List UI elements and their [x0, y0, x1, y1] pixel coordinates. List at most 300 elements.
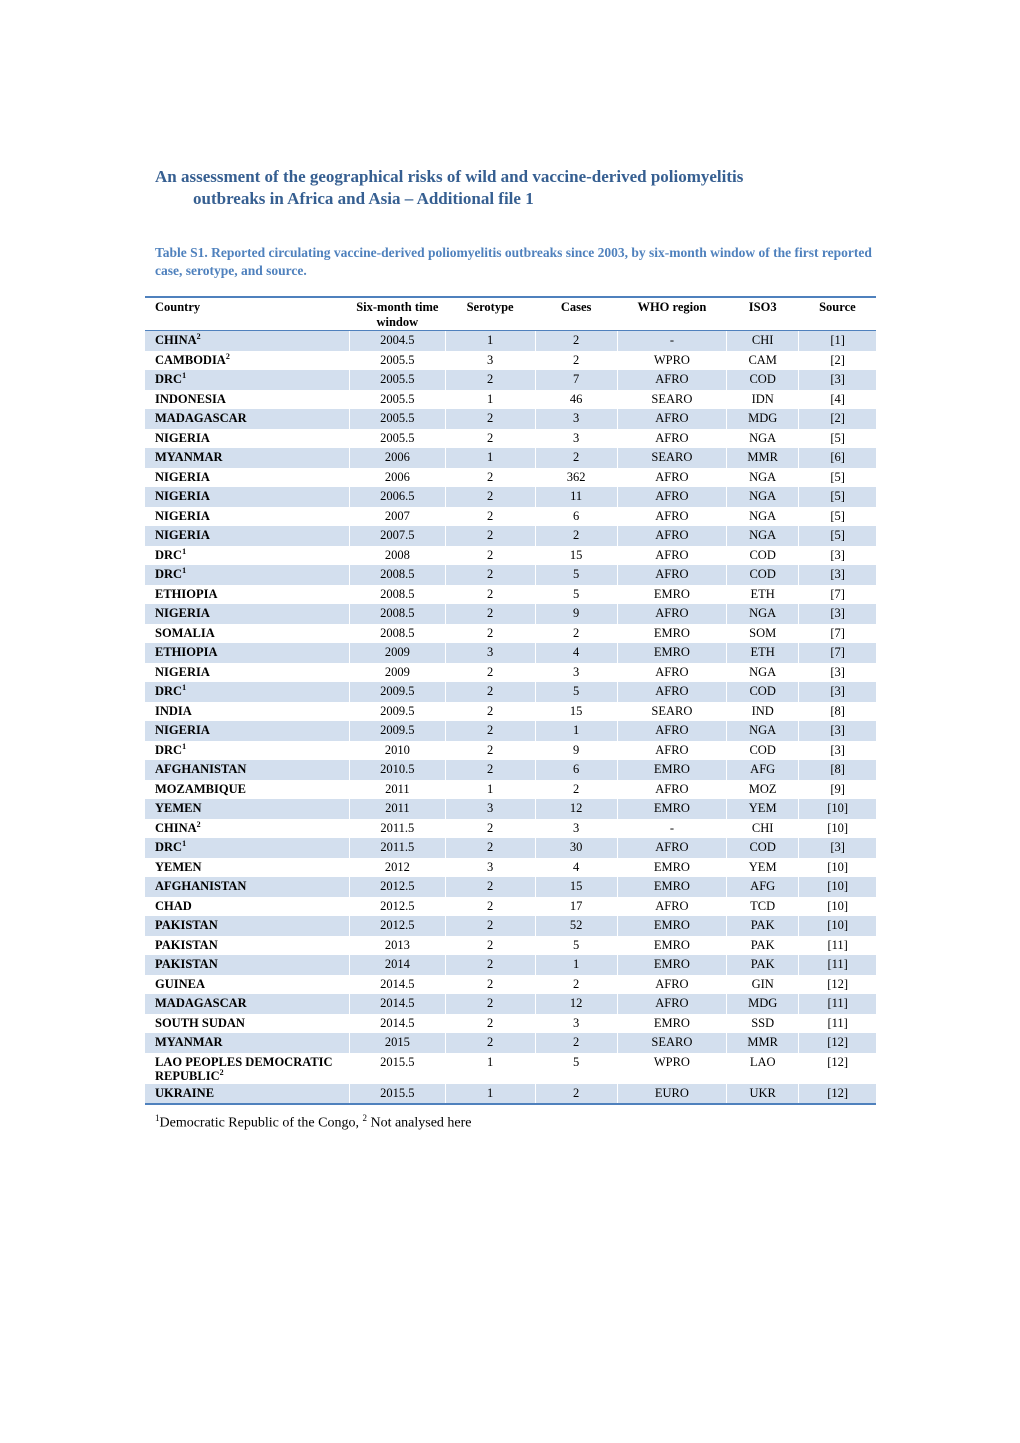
cell-iso3: LAO	[727, 1053, 799, 1084]
cell-country	[145, 702, 349, 722]
table-row	[145, 858, 876, 878]
country-name: PAKISTAN	[155, 937, 218, 952]
cell-source: [10]	[799, 858, 876, 878]
country-name: GUINEA	[155, 976, 206, 991]
cell-cases: 4	[535, 858, 617, 878]
cell-who-region: AFRO	[617, 604, 726, 624]
cell-source: [7]	[799, 624, 876, 644]
cell-cases: 1	[535, 955, 617, 975]
cell-iso3: MOZ	[727, 780, 799, 800]
country-name: DRC	[155, 547, 183, 562]
cell-who-region: EMRO	[617, 799, 726, 819]
cell-iso3: NGA	[727, 429, 799, 449]
cell-country	[145, 526, 349, 546]
cell-country	[145, 351, 349, 371]
cell-iso3: ETH	[727, 643, 799, 663]
country-name: NIGERIA	[155, 664, 210, 679]
cell-time-window: 2008	[349, 546, 445, 566]
cell-serotype: 2	[445, 1014, 535, 1034]
cell-iso3: SSD	[727, 1014, 799, 1034]
cell-country	[145, 546, 349, 566]
table-row	[145, 1014, 876, 1034]
cell-time-window: 2011	[349, 799, 445, 819]
cell-serotype: 2	[445, 838, 535, 858]
cell-country	[145, 682, 349, 702]
cell-serotype: 2	[445, 370, 535, 390]
table-row	[145, 916, 876, 936]
cell-who-region: EMRO	[617, 760, 726, 780]
cell-who-region: SEARO	[617, 1033, 726, 1053]
cell-who-region: EMRO	[617, 624, 726, 644]
cell-time-window: 2011	[349, 780, 445, 800]
cell-country	[145, 409, 349, 429]
cell-serotype: 1	[445, 1053, 535, 1084]
document-title-line1: An assessment of the geographical risks of wild and vaccine-derived poliomyelitis	[155, 167, 744, 186]
country-name: NIGERIA	[155, 606, 210, 620]
cell-serotype: 2	[445, 760, 535, 780]
cell-country	[145, 799, 349, 819]
country-name: LAO PEOPLES DEMOCRATIC REPUBLIC	[155, 1054, 333, 1083]
table-row	[145, 760, 876, 780]
cell-iso3: PAK	[727, 955, 799, 975]
cell-iso3: AFG	[727, 760, 799, 780]
country-name: NIGERIA	[155, 489, 210, 503]
cell-serotype: 1	[445, 780, 535, 800]
cell-source: [12]	[799, 975, 876, 995]
cell-who-region: AFRO	[617, 409, 726, 429]
cell-source: [2]	[799, 351, 876, 371]
cell-iso3: PAK	[727, 916, 799, 936]
country-name: DRC	[155, 372, 183, 386]
cell-country	[145, 1053, 349, 1084]
cell-cases: 12	[535, 799, 617, 819]
cell-who-region: EMRO	[617, 955, 726, 975]
cell-serotype: 2	[445, 429, 535, 449]
footnote-marker: 1	[182, 546, 187, 556]
country-name: INDIA	[155, 703, 192, 718]
cell-iso3: UKR	[727, 1084, 799, 1105]
footnote-marker-1: 1	[155, 1113, 160, 1123]
cell-time-window: 2012.5	[349, 897, 445, 917]
cell-source: [10]	[799, 877, 876, 897]
cell-country	[145, 936, 349, 956]
cell-source: [5]	[799, 507, 876, 527]
table-row	[145, 741, 876, 761]
cell-time-window: 2007	[349, 507, 445, 527]
table-caption: Table S1. Reported circulating vaccine-derived poliomyelitis outbreaks since 2003, by six-month window of the first reported case, serotype, and source.	[155, 245, 872, 278]
cell-source: [3]	[799, 838, 876, 858]
cell-time-window: 2012.5	[349, 916, 445, 936]
footnote-marker: 2	[219, 1067, 224, 1077]
cell-country	[145, 877, 349, 897]
cell-cases: 6	[535, 760, 617, 780]
cell-iso3: PAK	[727, 936, 799, 956]
cell-cases: 2	[535, 331, 617, 351]
table-row	[145, 799, 876, 819]
cell-serotype: 2	[445, 702, 535, 722]
cell-iso3: GIN	[727, 975, 799, 995]
cell-time-window: 2012	[349, 858, 445, 878]
cell-time-window: 2004.5	[349, 331, 445, 351]
cell-time-window: 2006	[349, 468, 445, 488]
cell-country	[145, 624, 349, 644]
cell-iso3: NGA	[727, 663, 799, 683]
cell-who-region: EMRO	[617, 877, 726, 897]
cell-cases: 12	[535, 994, 617, 1014]
table-body	[145, 331, 876, 1105]
cell-source: [12]	[799, 1084, 876, 1105]
cell-time-window: 2009	[349, 663, 445, 683]
cell-who-region: SEARO	[617, 390, 726, 410]
country-name: DRC	[155, 684, 183, 698]
cell-iso3: YEM	[727, 858, 799, 878]
cell-iso3: AFG	[727, 877, 799, 897]
cell-iso3: COD	[727, 546, 799, 566]
table-row	[145, 546, 876, 566]
cell-country	[145, 643, 349, 663]
country-name: NIGERIA	[155, 723, 210, 737]
cell-serotype: 2	[445, 994, 535, 1014]
cell-time-window: 2008.5	[349, 624, 445, 644]
cell-country	[145, 1014, 349, 1034]
cell-serotype: 2	[445, 877, 535, 897]
document-title	[155, 166, 855, 210]
header-country: Country	[145, 297, 349, 331]
cell-who-region: AFRO	[617, 975, 726, 995]
cell-cases: 6	[535, 507, 617, 527]
cell-who-region: EMRO	[617, 643, 726, 663]
cell-country	[145, 838, 349, 858]
cell-iso3: NGA	[727, 604, 799, 624]
cell-serotype: 2	[445, 682, 535, 702]
table-row	[145, 624, 876, 644]
cell-source: [7]	[799, 643, 876, 663]
cell-country	[145, 604, 349, 624]
cell-country	[145, 975, 349, 995]
document-title-line2: outbreaks in Africa and Asia – Additional file 1	[193, 189, 534, 208]
header-cases: Cases	[535, 297, 617, 331]
cell-who-region: AFRO	[617, 663, 726, 683]
cell-who-region: AFRO	[617, 838, 726, 858]
cell-source: [8]	[799, 702, 876, 722]
cell-time-window: 2014.5	[349, 994, 445, 1014]
cell-cases: 11	[535, 487, 617, 507]
cell-time-window: 2014.5	[349, 1014, 445, 1034]
cell-serotype: 2	[445, 916, 535, 936]
cell-time-window: 2008.5	[349, 585, 445, 605]
cell-serotype: 2	[445, 721, 535, 741]
cell-time-window: 2015.5	[349, 1084, 445, 1105]
cell-who-region: AFRO	[617, 565, 726, 585]
country-name: SOMALIA	[155, 625, 215, 640]
country-name: CHINA	[155, 820, 197, 835]
cell-who-region: AFRO	[617, 507, 726, 527]
cell-source: [1]	[799, 331, 876, 351]
cell-country	[145, 390, 349, 410]
cell-country	[145, 741, 349, 761]
cell-cases: 2	[535, 1033, 617, 1053]
footnote-marker: 2	[196, 819, 201, 829]
country-name: MYANMAR	[155, 450, 223, 464]
cell-source: [3]	[799, 546, 876, 566]
cell-serotype: 2	[445, 565, 535, 585]
cell-time-window: 2008.5	[349, 604, 445, 624]
cell-cases: 5	[535, 936, 617, 956]
cell-country	[145, 429, 349, 449]
table-row	[145, 702, 876, 722]
cell-time-window: 2011.5	[349, 838, 445, 858]
cell-time-window: 2008.5	[349, 565, 445, 585]
country-name: DRC	[155, 567, 183, 581]
cell-who-region: EMRO	[617, 936, 726, 956]
cell-serotype: 2	[445, 507, 535, 527]
cell-cases: 9	[535, 741, 617, 761]
footnote-marker: 2	[225, 351, 230, 361]
cell-iso3: ETH	[727, 585, 799, 605]
cell-serotype: 2	[445, 546, 535, 566]
cell-serotype: 2	[445, 897, 535, 917]
cell-serotype: 2	[445, 741, 535, 761]
cell-iso3: CHI	[727, 819, 799, 839]
country-name: INDONESIA	[155, 391, 226, 406]
cell-cases: 3	[535, 429, 617, 449]
table-row	[145, 994, 876, 1014]
table-row	[145, 390, 876, 410]
cell-time-window: 2014.5	[349, 975, 445, 995]
cell-iso3: IDN	[727, 390, 799, 410]
cell-source: [5]	[799, 429, 876, 449]
cell-who-region: -	[617, 331, 726, 351]
footnote-marker: 1	[182, 741, 187, 751]
cell-serotype: 3	[445, 858, 535, 878]
cell-country	[145, 331, 349, 351]
cell-time-window: 2012.5	[349, 877, 445, 897]
cell-source: [11]	[799, 936, 876, 956]
cell-source: [3]	[799, 565, 876, 585]
cell-source: [10]	[799, 897, 876, 917]
cell-country	[145, 507, 349, 527]
cell-cases: 9	[535, 604, 617, 624]
table-row	[145, 838, 876, 858]
country-name: CHAD	[155, 898, 192, 913]
cell-time-window: 2007.5	[349, 526, 445, 546]
cell-source: [6]	[799, 448, 876, 468]
table-row	[145, 487, 876, 507]
cell-time-window: 2005.5	[349, 390, 445, 410]
cell-country	[145, 897, 349, 917]
cell-serotype: 2	[445, 487, 535, 507]
cell-cases: 52	[535, 916, 617, 936]
cell-country	[145, 585, 349, 605]
cell-cases: 362	[535, 468, 617, 488]
country-name: AFGHANISTAN	[155, 879, 247, 893]
cell-cases: 3	[535, 1014, 617, 1034]
table-row	[145, 682, 876, 702]
country-name: CAMBODIA	[155, 352, 226, 367]
cell-cases: 15	[535, 546, 617, 566]
country-name: CHINA	[155, 333, 197, 347]
country-name: DRC	[155, 840, 183, 854]
cell-country	[145, 780, 349, 800]
table-row	[145, 721, 876, 741]
footnote-marker: 1	[182, 838, 187, 848]
cell-source: [3]	[799, 663, 876, 683]
country-name: DRC	[155, 742, 183, 757]
cell-who-region: AFRO	[617, 780, 726, 800]
cell-source: [11]	[799, 955, 876, 975]
cell-time-window: 2009.5	[349, 702, 445, 722]
country-name: YEMEN	[155, 801, 202, 815]
table-header-row	[145, 297, 876, 331]
cell-serotype: 3	[445, 351, 535, 371]
cell-time-window: 2013	[349, 936, 445, 956]
table-row	[145, 897, 876, 917]
cell-who-region: EMRO	[617, 1014, 726, 1034]
cell-source: [3]	[799, 604, 876, 624]
cell-country	[145, 663, 349, 683]
table-row	[145, 604, 876, 624]
cell-who-region: EMRO	[617, 916, 726, 936]
table-row	[145, 643, 876, 663]
cell-country	[145, 468, 349, 488]
cell-source: [3]	[799, 682, 876, 702]
cell-who-region: AFRO	[617, 526, 726, 546]
cell-cases: 46	[535, 390, 617, 410]
cell-time-window: 2005.5	[349, 370, 445, 390]
cell-who-region: AFRO	[617, 721, 726, 741]
country-name: NIGERIA	[155, 430, 210, 445]
cell-serotype: 1	[445, 331, 535, 351]
table-row	[145, 370, 876, 390]
table-row	[145, 331, 876, 351]
cell-who-region: AFRO	[617, 429, 726, 449]
cell-serotype: 2	[445, 663, 535, 683]
cell-source: [3]	[799, 370, 876, 390]
country-name: ETHIOPIA	[155, 645, 218, 659]
cell-time-window: 2009.5	[349, 682, 445, 702]
footnote-marker: 1	[182, 682, 187, 692]
cell-iso3: CAM	[727, 351, 799, 371]
cell-serotype: 2	[445, 624, 535, 644]
cell-country	[145, 916, 349, 936]
cell-source: [3]	[799, 741, 876, 761]
table-row	[145, 877, 876, 897]
cell-iso3: IND	[727, 702, 799, 722]
cell-time-window: 2005.5	[349, 351, 445, 371]
cell-who-region: -	[617, 819, 726, 839]
cell-iso3: NGA	[727, 468, 799, 488]
country-name: NIGERIA	[155, 528, 210, 542]
cell-cases: 2	[535, 526, 617, 546]
cell-cases: 2	[535, 975, 617, 995]
header-iso3: ISO3	[727, 297, 799, 331]
cell-iso3: MMR	[727, 448, 799, 468]
header-source: Source	[799, 297, 876, 331]
cell-cases: 15	[535, 877, 617, 897]
cell-iso3: COD	[727, 838, 799, 858]
cell-time-window: 2011.5	[349, 819, 445, 839]
cell-who-region: AFRO	[617, 897, 726, 917]
table-row	[145, 780, 876, 800]
cell-country	[145, 448, 349, 468]
cell-source: [8]	[799, 760, 876, 780]
cell-cases: 15	[535, 702, 617, 722]
cell-serotype: 3	[445, 799, 535, 819]
cell-who-region: WPRO	[617, 1053, 726, 1084]
cell-serotype: 2	[445, 819, 535, 839]
cell-source: [5]	[799, 487, 876, 507]
cell-serotype: 2	[445, 409, 535, 429]
cell-time-window: 2005.5	[349, 429, 445, 449]
cell-cases: 3	[535, 663, 617, 683]
country-name: MOZAMBIQUE	[155, 781, 246, 796]
country-name: PAKISTAN	[155, 918, 218, 932]
footnote-text-2: Not analysed here	[366, 1115, 472, 1131]
footnote-marker: 1	[182, 565, 187, 575]
country-name: YEMEN	[155, 859, 202, 874]
cell-time-window: 2014	[349, 955, 445, 975]
cell-source: [11]	[799, 1014, 876, 1034]
cell-cases: 17	[535, 897, 617, 917]
cell-time-window: 2005.5	[349, 409, 445, 429]
cell-time-window: 2010.5	[349, 760, 445, 780]
table-row	[145, 448, 876, 468]
footnote-text-1: Democratic Republic of the Congo,	[159, 1115, 363, 1131]
header-who-region: WHO region	[617, 297, 726, 331]
table-row	[145, 975, 876, 995]
cell-who-region: AFRO	[617, 682, 726, 702]
table-row	[145, 429, 876, 449]
cell-source: [3]	[799, 721, 876, 741]
cell-source: [10]	[799, 819, 876, 839]
header-serotype: Serotype	[445, 297, 535, 331]
table-row	[145, 409, 876, 429]
cell-source: [5]	[799, 468, 876, 488]
cell-cases: 1	[535, 721, 617, 741]
table-row	[145, 507, 876, 527]
cell-cases: 30	[535, 838, 617, 858]
cell-serotype: 1	[445, 390, 535, 410]
cell-serotype: 2	[445, 975, 535, 995]
cell-serotype: 1	[445, 448, 535, 468]
cell-iso3: MDG	[727, 409, 799, 429]
table-row	[145, 1033, 876, 1053]
cell-time-window: 2015	[349, 1033, 445, 1053]
cell-source: [12]	[799, 1053, 876, 1084]
cell-country	[145, 994, 349, 1014]
country-name: MYANMAR	[155, 1035, 223, 1049]
cell-iso3: TCD	[727, 897, 799, 917]
cell-who-region: SEARO	[617, 448, 726, 468]
cell-cases: 2	[535, 448, 617, 468]
cell-who-region: WPRO	[617, 351, 726, 371]
cell-source: [10]	[799, 916, 876, 936]
cell-time-window: 2009	[349, 643, 445, 663]
cell-country	[145, 858, 349, 878]
cell-time-window: 2015.5	[349, 1053, 445, 1084]
cell-who-region: EMRO	[617, 858, 726, 878]
cell-country	[145, 819, 349, 839]
cell-serotype: 2	[445, 526, 535, 546]
cell-country	[145, 955, 349, 975]
country-name: AFGHANISTAN	[155, 762, 247, 776]
footnote-marker: 1	[182, 370, 187, 380]
cell-cases: 2	[535, 351, 617, 371]
cell-iso3: CHI	[727, 331, 799, 351]
table-row	[145, 819, 876, 839]
cell-iso3: MMR	[727, 1033, 799, 1053]
cell-serotype: 2	[445, 1033, 535, 1053]
